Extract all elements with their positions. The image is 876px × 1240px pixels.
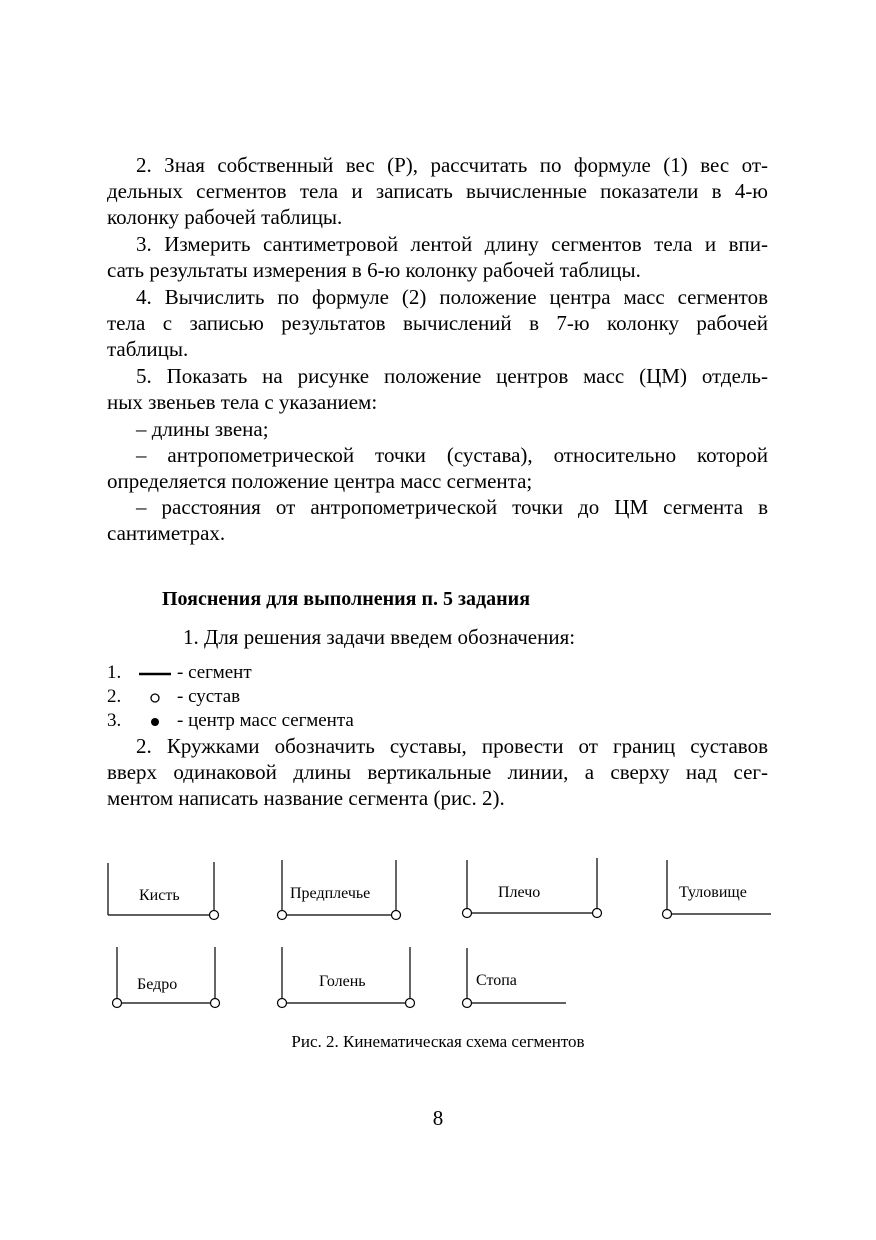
paragraph-line: колонку рабочей таблицы. [107,205,343,229]
paragraph-line: сать результаты измерения в 6-ю колонку рабочей таблицы. [107,258,641,282]
joint-circle [278,999,287,1008]
paragraph-line: тела с записью результатов вычислений в 7-ю колонку рабочей [107,311,768,335]
section-heading: Пояснения для выполнения п. 5 задания [162,588,531,610]
bullet-3 [107,494,768,546]
paragraph-line: 2. Кружками обозначить суставы, провести от границ суставов [136,734,768,758]
legend-text: - сустав [177,686,241,707]
joint-circle [463,909,472,918]
segment-label-forearm: Предплечье [290,885,371,902]
segment-label-hand: Кисть [139,887,180,904]
paragraph-line: вверх одинаковой длины вертикальные линии, а сверху над сег- [107,760,768,784]
paragraph-line: определяется положение центра масс сегмента; [107,469,533,493]
page-number: 8 [432,1106,444,1130]
bullet-2 [107,442,768,494]
kinematic-diagram [0,850,876,1020]
joint-circle [463,999,472,1008]
joint-circle [211,999,220,1008]
segment-label-upper-arm: Плечо [498,884,541,901]
paragraph-line: 2. Зная собственный вес (Р), рассчитать по формуле (1) вес от- [136,153,768,177]
paragraph-3 [107,231,768,283]
paragraph-5 [107,363,768,415]
joint-circle [593,909,602,918]
joint-circle [406,999,415,1008]
segment-label-shin: Голень [319,973,366,990]
segment-label-trunk: Туловище [679,884,747,901]
paragraph-line: ментом написать название сегмента (рис. 2). [107,786,505,810]
paragraph-circles [107,733,768,811]
paragraph-line: – длины звена; [136,417,269,441]
joint-circle [113,999,122,1008]
legend-text: - центр масс сегмента [177,710,354,731]
paragraph-line: 4. Вычислить по формуле (2) положение центра масс сегментов [136,285,768,309]
paragraph-line: таблицы. [107,337,189,361]
paragraph-line: – антропометрической точки (сустава), относительно которой [136,443,768,467]
paragraph-line: – расстояния от антропометрической точки до ЦМ сегмента в [136,495,768,519]
segment-label-thigh: Бедро [137,976,178,993]
filled-circle-icon [137,709,177,733]
figure-caption: Рис. 2. Кинематическая схема сегментов [291,1032,585,1051]
joint-circle [210,911,219,920]
paragraph-2 [107,152,768,230]
open-circle-icon [137,685,177,709]
legend-text: - сегмент [177,662,252,683]
paragraph-4 [107,284,768,362]
joint-circle [278,911,287,920]
legend-number: 2. [107,686,122,707]
paragraph-line: ных звеньев тела с указанием: [107,390,378,414]
joint-circle [392,911,401,920]
legend-intro: 1. Для решения задачи введем обозначения: [183,625,576,649]
paragraph-line: 5. Показать на рисунке положение центров масс (ЦМ) отдель- [136,364,768,388]
paragraph-line: 3. Измерить сантиметровой лентой длину сегментов тела и впи- [136,232,768,256]
bullet-1 [107,416,768,442]
paragraph-line: дельных сегментов тела и записать вычисленные показатели в 4-ю [107,179,768,203]
segment-label-foot: Стопа [476,972,517,989]
paragraph-line: сантиметрах. [107,521,226,545]
legend-number: 3. [107,710,122,731]
legend-number: 1. [107,662,122,683]
segment-line-icon [137,661,177,685]
joint-circle [663,910,672,919]
